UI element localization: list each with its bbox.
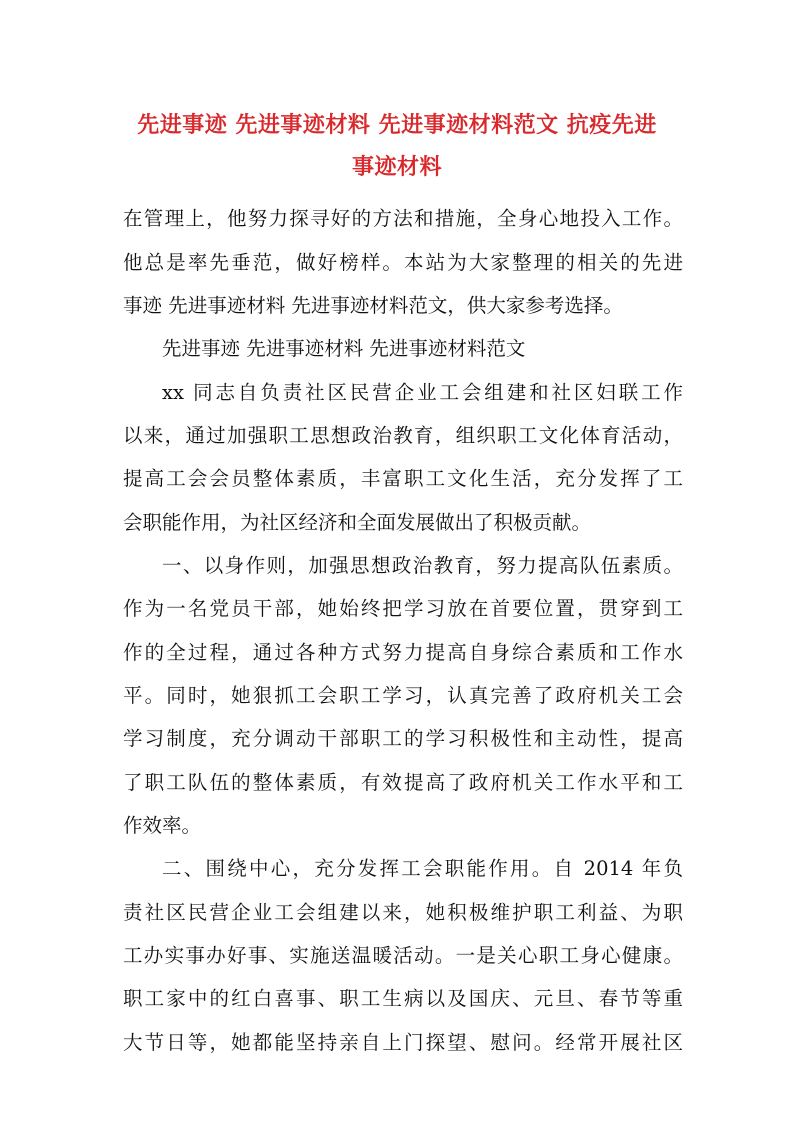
document-title-line-1: 先进事迹 先进事迹材料 先进事迹材料范文 抗疫先进 (137, 112, 657, 138)
document-title-line-2: 事迹材料 (351, 154, 442, 180)
body-line: 事迹 先进事迹材料 先进事迹材料范文，供大家参考选择。 (123, 294, 623, 317)
body-line: 责社区民营企业工会组建以来，她积极维护职工利益、为职 (123, 901, 683, 924)
body-line: 作的全过程，通过各种方式努力提高自身综合素质和工作水 (123, 641, 683, 664)
body-line: 一、以身作则，加强思想政治教育，努力提高队伍素质。 (162, 554, 683, 577)
body-line: 以来，通过加强职工思想政治教育，组织职工文化体育活动， (123, 424, 683, 447)
body-line: 大节日等，她都能坚持亲自上门探望、慰问。经常开展社区 (123, 1031, 683, 1054)
body-line: 学习制度，充分调动干部职工的学习积极性和主动性，提高 (123, 727, 683, 750)
body-line: 作为一名党员干部，她始终把学习放在首要位置，贯穿到工 (123, 597, 683, 620)
body-line: 会职能作用，为社区经济和全面发展做出了积极贡献。 (123, 511, 592, 534)
body-line: xx 同志自负责社区民营企业工会组建和社区妇联工作 (162, 381, 683, 404)
body-line: 他总是率先垂范，做好榜样。本站为大家整理的相关的先进 (123, 251, 683, 274)
section-subtitle: 先进事迹 先进事迹材料 先进事迹材料范文 (162, 337, 526, 360)
body-line: 作效率。 (123, 814, 202, 837)
body-line: 工办实事办好事、实施送温暖活动。一是关心职工身心健康。 (123, 944, 683, 967)
body-line: 二、围绕中心，充分发挥工会职能作用。自 2014 年负 (162, 857, 683, 880)
body-line: 职工家中的红白喜事、职工生病以及国庆、元旦、春节等重 (123, 987, 683, 1010)
body-line: 在管理上，他努力探寻好的方法和措施，全身心地投入工作。 (123, 207, 683, 230)
body-line: 平。同时，她狠抓工会职工学习，认真完善了政府机关工会 (123, 684, 683, 707)
body-line: 了职工队伍的整体素质，有效提高了政府机关工作水平和工 (123, 771, 683, 794)
body-line: 提高工会会员整体素质，丰富职工文化生活，充分发挥了工 (123, 467, 683, 490)
